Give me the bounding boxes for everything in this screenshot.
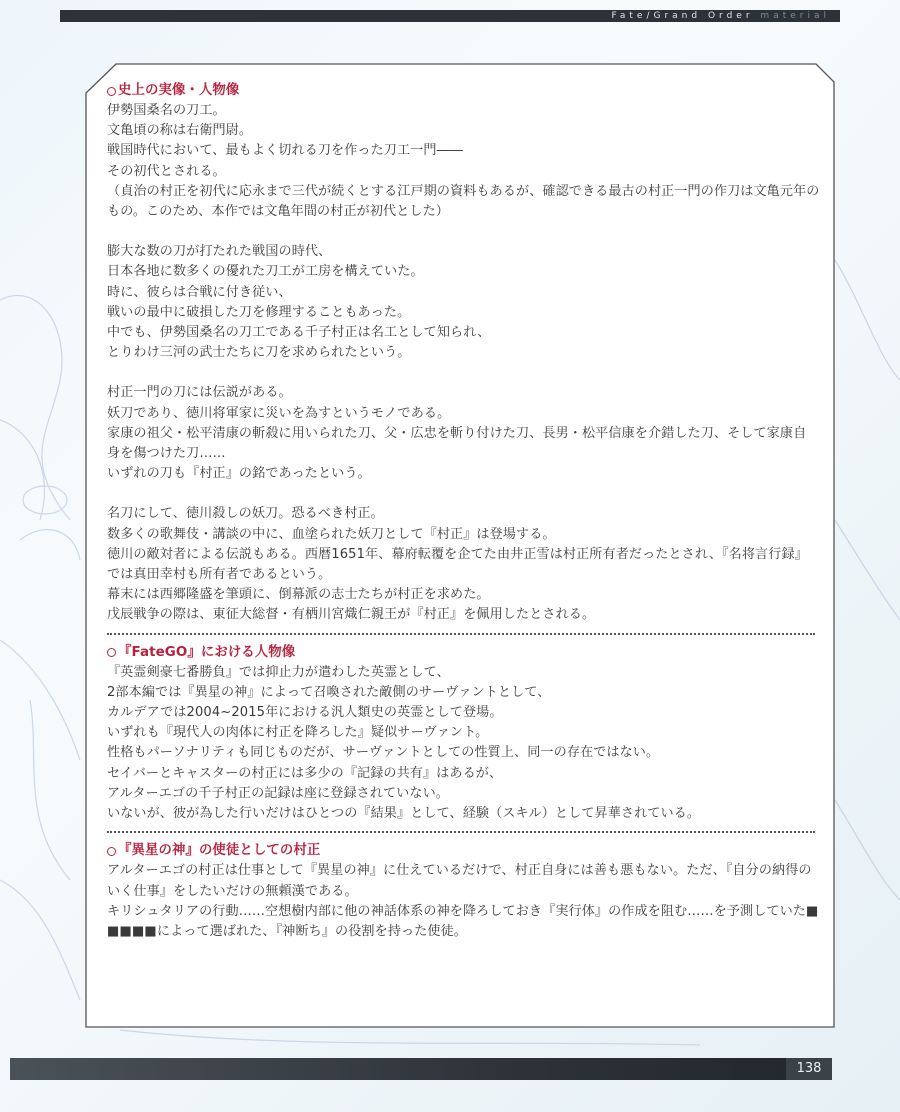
paragraph: [107, 663, 817, 825]
section-title-text: 『異星の神』の使徒としての村正: [118, 843, 321, 859]
section-title-text: 史上の実像・人物像: [118, 82, 240, 98]
text-line: 数多くの歌舞伎・講談の中に、血塗られた妖刀として『村正』は登場する。: [107, 526, 556, 542]
text-line: 文亀頃の称は右衛門尉。: [107, 123, 253, 139]
text-line: 膨大な数の刀が打たれた戦国の時代、: [107, 244, 332, 260]
text-line: 戦国時代において、最もよく切れる刀を作った刀工一門――: [107, 143, 463, 159]
text-line: 時に、彼らは合戦に付き従い、: [107, 284, 292, 300]
section-title-text: 『FateGO』における人物像: [118, 644, 296, 660]
section-title: [107, 81, 817, 101]
paragraph: [107, 383, 817, 484]
text-line: 『英霊剣豪七番勝負』では抑止力が遣わした英霊として、: [107, 664, 450, 680]
circle-bullet-icon: [107, 87, 116, 96]
text-line: アルターエゴの千子村正の記録は座に登録されていない。: [107, 785, 449, 801]
content-panel: [85, 63, 835, 1028]
text-line: カルデアでは2004~2015年における汎人類史の英霊として登場。: [107, 705, 503, 721]
circle-bullet-icon: [107, 847, 116, 856]
paragraph: [107, 242, 817, 363]
text-line: 名刀にして、徳川殺しの妖刀。恐るべき村正。: [107, 506, 384, 522]
section-apostle: [107, 841, 817, 942]
header-title-sub: material: [760, 11, 830, 21]
text-line: （貞治の村正を初代に応永まで三代が続くとする江戸期の資料もあるが、確認できる最古の村正一門の作刀は文亀元年の: [107, 183, 820, 199]
text-line: 性格もパーソナリティも同じものだが、サーヴァントとしての性質上、同一の存在ではない。: [107, 745, 660, 761]
page-number: 138: [786, 1058, 832, 1080]
text-line: 中でも、伊勢国桑名の刀工である千子村正は名工として知られ、: [107, 325, 491, 341]
text-line: その初代とされる。: [107, 163, 226, 179]
text-line: 日本各地に数多くの優れた刀工が工房を構えていた。: [107, 264, 424, 280]
dotted-divider: [107, 831, 815, 833]
section-historical: [107, 81, 820, 626]
text-line: とりわけ三河の武士たちに刀を求められたという。: [107, 345, 411, 361]
text-line: いないが、彼が為した行いだけはひとつの『結果』として、経験（スキル）として昇華されている。: [107, 806, 701, 822]
circle-bullet-icon: [107, 648, 116, 657]
article-body: [107, 81, 820, 942]
text-line: 2部本編では『異星の神』によって召喚された敵側のサーヴァントとして、: [107, 684, 551, 700]
text-line: 徳川の敵対者による伝説もある。西暦1651年、幕府転覆を企てた由井正雪は村正所有者だったとされ、『名将言行録』: [107, 546, 808, 562]
text-line: 村正一門の刀には伝説がある。: [107, 385, 292, 401]
header-title-main: Fate/Grand Order: [611, 11, 754, 21]
text-line: いずれも『現代人の肉体に村正を降ろした』疑似サーヴァント。: [107, 725, 489, 741]
text-line: セイバーとキャスターの村正には多少の『記録の共有』はあるが、: [107, 765, 503, 781]
paragraph: [107, 101, 820, 222]
text-line: ■■■■によって選ばれた、『神断ち』の役割を持った使徒。: [107, 923, 467, 939]
text-line: いく仕事』をしたいだけの無頼漢である。: [107, 883, 358, 899]
section-title: [107, 841, 817, 861]
text-line: 戊辰戦争の際は、東征大総督・有栖川宮熾仁親王が『村正』を佩用したとされる。: [107, 607, 596, 623]
text-line: 戦いの最中に破損した刀を修理することもあった。: [107, 304, 411, 320]
text-line: では真田幸村も所有者であるという。: [107, 567, 332, 583]
header-title: [612, 10, 830, 22]
section-fatego: [107, 643, 817, 825]
text-line: 幕末には西郷隆盛を筆頭に、倒幕派の志士たちが村正を求めた。: [107, 587, 490, 603]
text-line: もの。このため、本作では文亀年間の村正が初代とした）: [107, 204, 449, 220]
dotted-divider: [107, 633, 815, 635]
text-line: 伊勢国桑名の刀工。: [107, 103, 226, 118]
bottom-footer-bar: [10, 1058, 832, 1080]
section-title: [107, 643, 817, 663]
text-line: 身を傷つけた刀……: [107, 446, 226, 462]
text-line: いずれの刀も『村正』の銘であったという。: [107, 466, 371, 482]
text-line: キリシュタリアの行動……空想樹内部に他の神話体系の神を降ろしておき『実行体』の作成を阻む……を予測していた■: [107, 903, 819, 919]
text-line: 妖刀であり、徳川将軍家に災いを為すというモノである。: [107, 405, 451, 421]
text-line: アルターエゴの村正は仕事として『異星の神』に仕えているだけで、村正自身には善も悪もない。ただ、『自分の納得の: [107, 863, 812, 879]
text-line: 家康の祖父・松平清康の斬殺に用いられた刀、父・広忠を斬り付けた刀、長男・松平信康を介錯した刀、そして家康自: [107, 425, 807, 441]
paragraph: [107, 861, 817, 942]
paragraph: [107, 504, 817, 625]
